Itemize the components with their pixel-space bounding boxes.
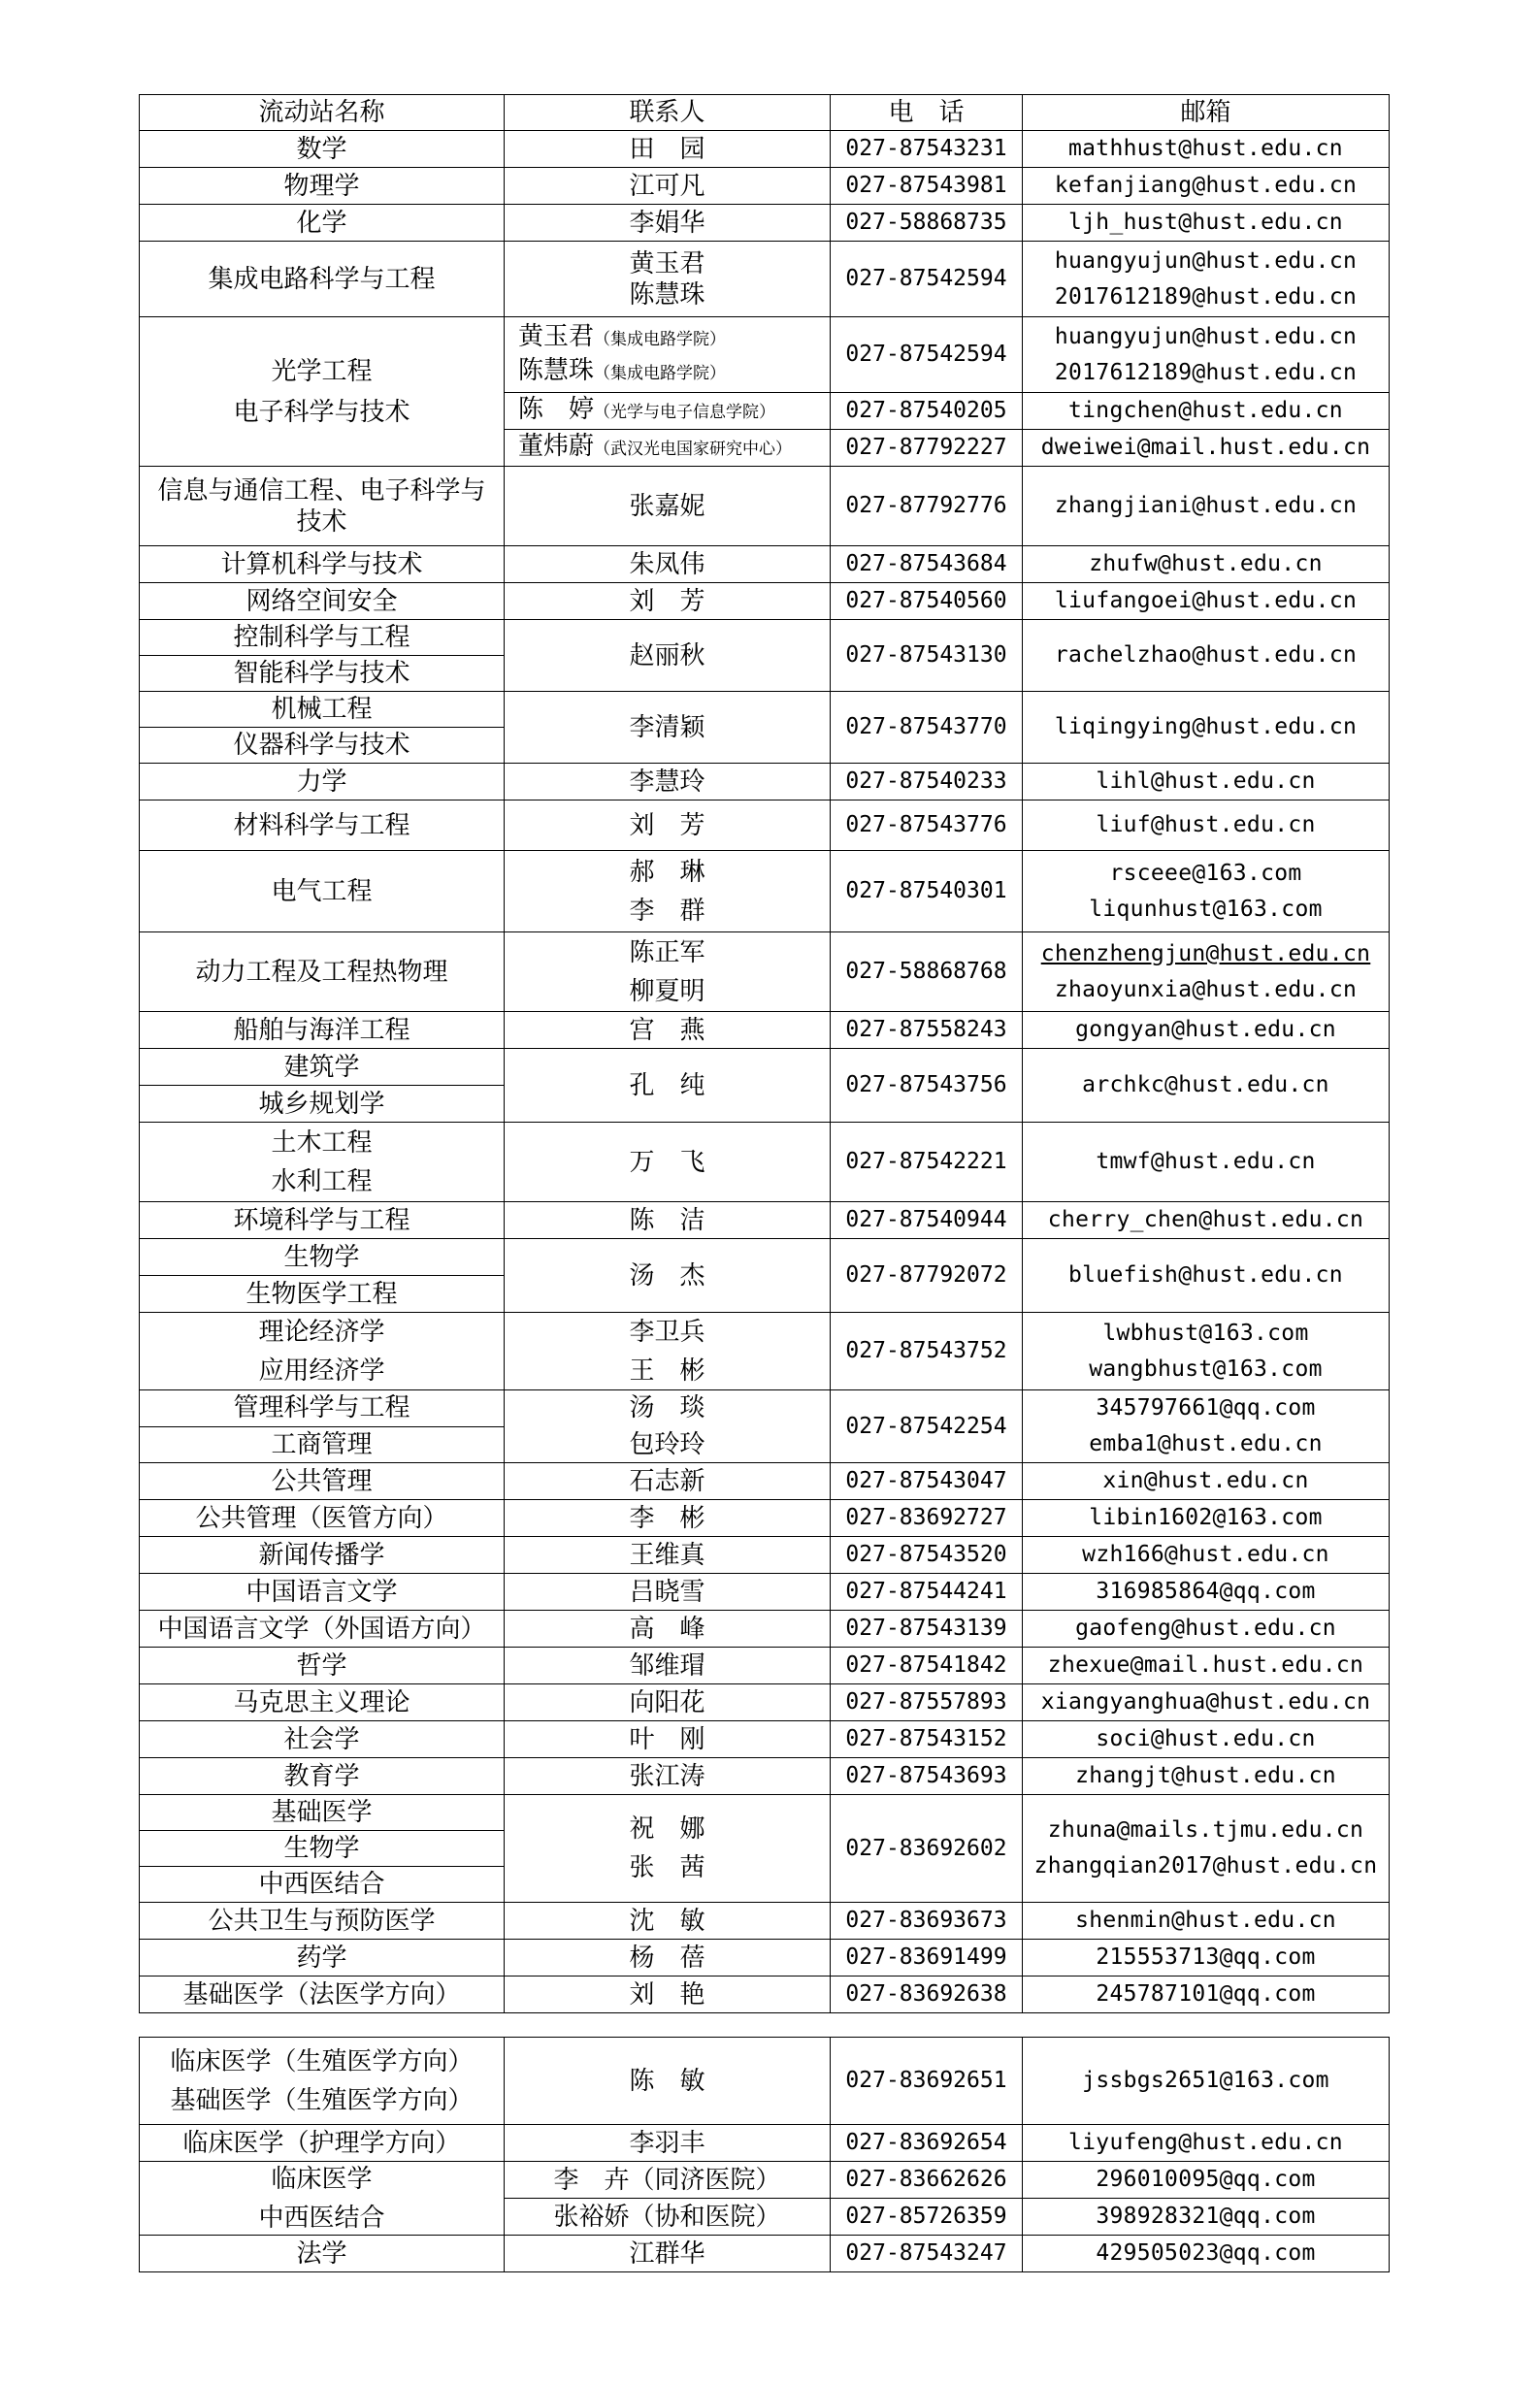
- station-name: 公共卫生与预防医学: [140, 1903, 505, 1940]
- contact-name: 张江涛: [505, 1758, 831, 1795]
- contact-name: 郝 琳: [629, 857, 705, 887]
- email-address: emba1@hust.edu.cn: [1089, 1431, 1323, 1456]
- phone-number: 027-87543130: [831, 620, 1023, 692]
- phone-number: 027-83692727: [831, 1500, 1023, 1537]
- phone-number: 027-87542594: [831, 317, 1023, 393]
- station-name: 建筑学: [140, 1049, 505, 1086]
- station-name: 基础医学（法医学方向）: [140, 1977, 505, 2013]
- contact-name: 万 飞: [505, 1123, 831, 1202]
- contact-name: 李娟华: [505, 205, 831, 242]
- table-row: [140, 1611, 1390, 1648]
- station-name: 公共管理: [140, 1463, 505, 1500]
- contact-name: 董炜蔚: [518, 432, 595, 461]
- contact-name: 宫 燕: [505, 1012, 831, 1049]
- email-address: cherry_chen@hust.edu.cn: [1023, 1202, 1390, 1239]
- email-address: liufangoei@hust.edu.cn: [1023, 583, 1390, 620]
- station-name: 中西医结合: [258, 2203, 385, 2233]
- header-email: 邮箱: [1023, 95, 1390, 131]
- contact-name: 高 峰: [505, 1611, 831, 1648]
- station-name: 新闻传播学: [140, 1537, 505, 1574]
- station-cell: [140, 317, 505, 467]
- contact-name: 陈 洁: [505, 1202, 831, 1239]
- email-address: xiangyanghua@hust.edu.cn: [1023, 1684, 1390, 1721]
- contact-name: 黄玉君: [518, 321, 595, 351]
- email-cell: [1023, 1390, 1390, 1463]
- station-name: 临床医学: [271, 2164, 373, 2194]
- email-address: zhufw@hust.edu.cn: [1023, 546, 1390, 583]
- email-address: 398928321@qq.com: [1023, 2199, 1390, 2236]
- station-cell: [140, 2162, 505, 2236]
- contact-unit: （集成电路学院）: [594, 329, 727, 349]
- contact-name: 汤 杰: [505, 1239, 831, 1313]
- contact-name: 吕晓雪: [505, 1574, 831, 1611]
- phone-number: 027-83693673: [831, 1903, 1023, 1940]
- station-cell: [140, 467, 505, 546]
- station-name: 应用经济学: [258, 1356, 385, 1386]
- email-address: zhexue@mail.hust.edu.cn: [1023, 1648, 1390, 1684]
- contact-cell: [505, 317, 831, 393]
- email-address: zhangjt@hust.edu.cn: [1023, 1758, 1390, 1795]
- email-address: huangyujun@hust.edu.cn: [1054, 247, 1358, 274]
- station-name: 临床医学（护理学方向）: [140, 2125, 505, 2162]
- email-address: kefanjiang@hust.edu.cn: [1023, 168, 1390, 205]
- table-row: [140, 1390, 1390, 1427]
- station-name: 数学: [140, 131, 505, 168]
- contact-name: 李 卉（同济医院）: [505, 2162, 831, 2199]
- phone-number: 027-87543684: [831, 546, 1023, 583]
- email-address: rsceee@163.com: [1109, 860, 1302, 886]
- station-name: 土木工程: [271, 1127, 373, 1158]
- email-address: zhangjiani@hust.edu.cn: [1023, 467, 1390, 546]
- contact-name: 邹维瑁: [505, 1648, 831, 1684]
- header-station: 流动站名称: [140, 95, 505, 131]
- station-name: 仪器科学与技术: [140, 728, 505, 764]
- phone-number: 027-87543152: [831, 1721, 1023, 1758]
- table-row: [140, 1012, 1390, 1049]
- contact-name: 张 茜: [629, 1853, 705, 1882]
- table-row: [140, 1049, 1390, 1086]
- contact-name: 黄玉君: [629, 248, 705, 278]
- station-name: 技术: [296, 506, 347, 537]
- station-name: 生物学: [140, 1239, 505, 1276]
- contact-name: 陈慧珠: [629, 279, 705, 310]
- email-address: liqunhust@163.com: [1089, 896, 1323, 922]
- email-address: wzh166@hust.edu.cn: [1023, 1537, 1390, 1574]
- email-address: gongyan@hust.edu.cn: [1023, 1012, 1390, 1049]
- contact-name: 李羽丰: [505, 2125, 831, 2162]
- station-name: 网络空间安全: [140, 583, 505, 620]
- email-address: 429505023@qq.com: [1023, 2236, 1390, 2272]
- contact-name: 包玲玲: [629, 1430, 705, 1459]
- phone-number: 027-87543756: [831, 1049, 1023, 1123]
- email-address: liuf@hust.edu.cn: [1023, 800, 1390, 851]
- station-name: 智能科学与技术: [140, 656, 505, 692]
- email-address: dweiwei@mail.hust.edu.cn: [1023, 430, 1390, 467]
- contact-name: 叶 刚: [505, 1721, 831, 1758]
- table-row: [140, 467, 1390, 546]
- table-row: [140, 317, 1390, 393]
- email-address: mathhust@hust.edu.cn: [1023, 131, 1390, 168]
- table-row: [140, 205, 1390, 242]
- phone-number: 027-87540205: [831, 393, 1023, 430]
- phone-number: 027-87542221: [831, 1123, 1023, 1202]
- email-address: liqingying@hust.edu.cn: [1023, 692, 1390, 764]
- station-name: 基础医学（生殖医学方向）: [170, 2085, 474, 2115]
- email-address: zhaoyunxia@hust.edu.cn: [1054, 976, 1358, 1002]
- contact-name: 李慧玲: [505, 764, 831, 800]
- contact-name: 孔 纯: [505, 1049, 831, 1123]
- email-address: huangyujun@hust.edu.cn: [1054, 323, 1358, 349]
- contact-name: 祝 娜: [629, 1814, 705, 1844]
- table-row: [140, 1795, 1390, 1831]
- phone-number: 027-87540301: [831, 851, 1023, 932]
- table-row: [140, 1758, 1390, 1795]
- contact-name: 刘 芳: [505, 583, 831, 620]
- email-address: 215553713@qq.com: [1023, 1940, 1390, 1977]
- table-row: [140, 1684, 1390, 1721]
- phone-number: 027-87543693: [831, 1758, 1023, 1795]
- contact-cell: [505, 430, 831, 467]
- contacts-table: [139, 94, 1390, 2013]
- phone-number: 027-87540233: [831, 764, 1023, 800]
- contact-name: 田 园: [505, 131, 831, 168]
- email-cell: [1023, 851, 1390, 932]
- table-row: [140, 546, 1390, 583]
- contact-name: 李卫兵: [629, 1317, 705, 1347]
- phone-number: 027-83692638: [831, 1977, 1023, 2013]
- phone-number: 027-87792227: [831, 430, 1023, 467]
- station-name: 城乡规划学: [140, 1086, 505, 1123]
- station-name: 环境科学与工程: [140, 1202, 505, 1239]
- table-row: [140, 1239, 1390, 1276]
- email-cell: [1023, 932, 1390, 1012]
- contact-unit: （集成电路学院）: [594, 363, 727, 383]
- email-address: rachelzhao@hust.edu.cn: [1023, 620, 1390, 692]
- email-address: zhangqian2017@hust.edu.cn: [1033, 1853, 1378, 1879]
- contact-name: 陈 敏: [505, 2038, 831, 2125]
- table-row: [140, 1500, 1390, 1537]
- contact-cell: [505, 393, 831, 430]
- phone-number: 027-87543752: [831, 1313, 1023, 1390]
- contact-cell: [505, 1390, 831, 1463]
- station-name: 管理科学与工程: [140, 1390, 505, 1427]
- phone-number: 027-87557893: [831, 1684, 1023, 1721]
- table-row: [140, 1313, 1390, 1390]
- email-address: tmwf@hust.edu.cn: [1023, 1123, 1390, 1202]
- email-address: zhuna@mails.tjmu.edu.cn: [1047, 1817, 1364, 1843]
- table-row: [140, 583, 1390, 620]
- contact-unit: （光学与电子信息学院）: [594, 403, 776, 422]
- email-address: soci@hust.edu.cn: [1023, 1721, 1390, 1758]
- station-name: 化学: [140, 205, 505, 242]
- station-name: 计算机科学与技术: [140, 546, 505, 583]
- table-row: [140, 1903, 1390, 1940]
- phone-number: 027-87543231: [831, 131, 1023, 168]
- contact-name: 陈 婷: [518, 395, 595, 424]
- contact-name: 向阳花: [505, 1684, 831, 1721]
- contact-name: 江可凡: [505, 168, 831, 205]
- phone-number: 027-83691499: [831, 1940, 1023, 1977]
- table-row: [140, 1574, 1390, 1611]
- phone-number: 027-87792776: [831, 467, 1023, 546]
- phone-number: 027-58868735: [831, 205, 1023, 242]
- contact-cell: [505, 242, 831, 317]
- contact-name: 石志新: [505, 1463, 831, 1500]
- contact-name: 陈慧珠: [518, 355, 595, 385]
- phone-number: 027-87543981: [831, 168, 1023, 205]
- email-address: bluefish@hust.edu.cn: [1023, 1239, 1390, 1313]
- contact-name: 张嘉妮: [505, 467, 831, 546]
- station-name: 中西医结合: [140, 1867, 505, 1903]
- contact-name: 李 群: [629, 896, 705, 926]
- table-row: [140, 932, 1390, 1012]
- table-row: [140, 2162, 1390, 2199]
- phone-number: 027-87543247: [831, 2236, 1023, 2272]
- table-row: [140, 800, 1390, 851]
- email-cell: [1023, 1313, 1390, 1390]
- email-address: lwbhust@163.com: [1102, 1320, 1309, 1346]
- contact-name: 江群华: [505, 2236, 831, 2272]
- email-address: 296010095@qq.com: [1023, 2162, 1390, 2199]
- email-cell: [1023, 242, 1390, 317]
- phone-number: 027-87542254: [831, 1390, 1023, 1463]
- table-row: [140, 1463, 1390, 1500]
- station-cell: [140, 1123, 505, 1202]
- email-cell: [1023, 317, 1390, 393]
- station-name: 理论经济学: [258, 1317, 385, 1347]
- phone-number: 027-83662626: [831, 2162, 1023, 2199]
- station-name: 基础医学: [140, 1795, 505, 1831]
- station-name: 集成电路科学与工程: [140, 242, 505, 317]
- station-name: 工商管理: [140, 1426, 505, 1463]
- phone-number: 027-58868768: [831, 932, 1023, 1012]
- contact-name: 王维真: [505, 1537, 831, 1574]
- contact-name: 汤 琰: [629, 1393, 705, 1422]
- table-row: [140, 1648, 1390, 1684]
- email-address: shenmin@hust.edu.cn: [1023, 1903, 1390, 1940]
- station-name: 公共管理（医管方向）: [140, 1500, 505, 1537]
- phone-number: 027-83692602: [831, 1795, 1023, 1903]
- station-name: 哲学: [140, 1648, 505, 1684]
- email-address: 345797661@qq.com: [1096, 1395, 1316, 1421]
- contact-name: 王 彬: [629, 1356, 705, 1386]
- contact-name: 李清颖: [505, 692, 831, 764]
- station-name: 中国语言文学: [140, 1574, 505, 1611]
- station-name: 临床医学（生殖医学方向）: [170, 2046, 474, 2076]
- table-row: [140, 620, 1390, 656]
- email-address: 2017612189@hust.edu.cn: [1054, 283, 1358, 310]
- station-name: 动力工程及工程热物理: [140, 932, 505, 1012]
- station-name: 马克思主义理论: [140, 1684, 505, 1721]
- email-address: wangbhust@163.com: [1089, 1356, 1323, 1382]
- station-name: 中国语言文学（外国语方向）: [140, 1611, 505, 1648]
- station-name: 社会学: [140, 1721, 505, 1758]
- phone-number: 027-87541842: [831, 1648, 1023, 1684]
- email-address: 316985864@qq.com: [1023, 1574, 1390, 1611]
- station-name: 生物学: [140, 1831, 505, 1867]
- contact-cell: [505, 1795, 831, 1903]
- contact-name: 朱凤伟: [505, 546, 831, 583]
- phone-number: 027-87542594: [831, 242, 1023, 317]
- email-address: gaofeng@hust.edu.cn: [1023, 1611, 1390, 1648]
- table-row: [140, 168, 1390, 205]
- email-cell: [1023, 1795, 1390, 1903]
- station-name: 船舶与海洋工程: [140, 1012, 505, 1049]
- station-name: 机械工程: [140, 692, 505, 728]
- contact-name: 陈正军: [629, 937, 705, 967]
- phone-number: 027-87540944: [831, 1202, 1023, 1239]
- table-row: [140, 131, 1390, 168]
- email-address: lihl@hust.edu.cn: [1023, 764, 1390, 800]
- station-name: 力学: [140, 764, 505, 800]
- phone-number: 027-83692651: [831, 2038, 1023, 2125]
- header-phone: 电 话: [831, 95, 1023, 131]
- contact-name: 刘 艳: [505, 1977, 831, 2013]
- email-address: tingchen@hust.edu.cn: [1023, 393, 1390, 430]
- email-address: jssbgs2651@163.com: [1023, 2038, 1390, 2125]
- contact-name: 杨 蓓: [505, 1940, 831, 1977]
- table-row: [140, 2038, 1390, 2125]
- table-row: [140, 1123, 1390, 1202]
- station-name: 法学: [140, 2236, 505, 2272]
- email-address: ljh_hust@hust.edu.cn: [1023, 205, 1390, 242]
- phone-number: 027-87543520: [831, 1537, 1023, 1574]
- station-name: 水利工程: [271, 1166, 373, 1196]
- table-row: [140, 242, 1390, 317]
- header-contact: 联系人: [505, 95, 831, 131]
- email-address: liyufeng@hust.edu.cn: [1023, 2125, 1390, 2162]
- table-row: [140, 1721, 1390, 1758]
- contact-name: 赵丽秋: [505, 620, 831, 692]
- table-row: [140, 692, 1390, 728]
- email-address[interactable]: chenzhengjun@hust.edu.cn: [1040, 940, 1371, 966]
- table-row: [140, 1940, 1390, 1977]
- email-address: 2017612189@hust.edu.cn: [1054, 359, 1358, 385]
- station-name: 电子科学与技术: [233, 397, 410, 427]
- contact-name: 刘 芳: [505, 800, 831, 851]
- phone-number: 027-87544241: [831, 1574, 1023, 1611]
- phone-number: 027-87792072: [831, 1239, 1023, 1313]
- station-name: 生物医学工程: [140, 1276, 505, 1313]
- table-row: [140, 2236, 1390, 2272]
- station-name: 电气工程: [140, 851, 505, 932]
- phone-number: 027-87543770: [831, 692, 1023, 764]
- contact-cell: [505, 1313, 831, 1390]
- station-name: 光学工程: [271, 356, 373, 386]
- contacts-table-continued: [139, 2037, 1390, 2272]
- phone-number: 027-87540560: [831, 583, 1023, 620]
- email-address: archkc@hust.edu.cn: [1023, 1049, 1390, 1123]
- station-name: 材料科学与工程: [140, 800, 505, 851]
- table-row: [140, 1977, 1390, 2013]
- phone-number: 027-87543047: [831, 1463, 1023, 1500]
- station-name: 物理学: [140, 168, 505, 205]
- phone-number: 027-87543139: [831, 1611, 1023, 1648]
- phone-number: 027-87558243: [831, 1012, 1023, 1049]
- station-name: 控制科学与工程: [140, 620, 505, 656]
- station-cell: [140, 2038, 505, 2125]
- contact-name: 李 彬: [505, 1500, 831, 1537]
- email-address: xin@hust.edu.cn: [1023, 1463, 1390, 1500]
- table-row: [140, 1537, 1390, 1574]
- station-name: 药学: [140, 1940, 505, 1977]
- phone-number: 027-83692654: [831, 2125, 1023, 2162]
- contact-name: 张裕娇（协和医院）: [505, 2199, 831, 2236]
- header-row: [140, 95, 1390, 131]
- table-row: [140, 764, 1390, 800]
- station-cell: [140, 1313, 505, 1390]
- contact-cell: [505, 932, 831, 1012]
- station-name: 信息与通信工程、电子科学与: [157, 475, 486, 506]
- table-row: [140, 851, 1390, 932]
- contact-cell: [505, 851, 831, 932]
- contact-name: 柳夏明: [629, 976, 705, 1006]
- table-row: [140, 2125, 1390, 2162]
- table-row: [140, 1202, 1390, 1239]
- phone-number: 027-87543776: [831, 800, 1023, 851]
- station-name: 教育学: [140, 1758, 505, 1795]
- email-address: 245787101@qq.com: [1023, 1977, 1390, 2013]
- email-address: libin1602@163.com: [1023, 1500, 1390, 1537]
- phone-number: 027-85726359: [831, 2199, 1023, 2236]
- contact-unit: （武汉光电国家研究中心）: [594, 440, 793, 459]
- contact-name: 沈 敏: [505, 1903, 831, 1940]
